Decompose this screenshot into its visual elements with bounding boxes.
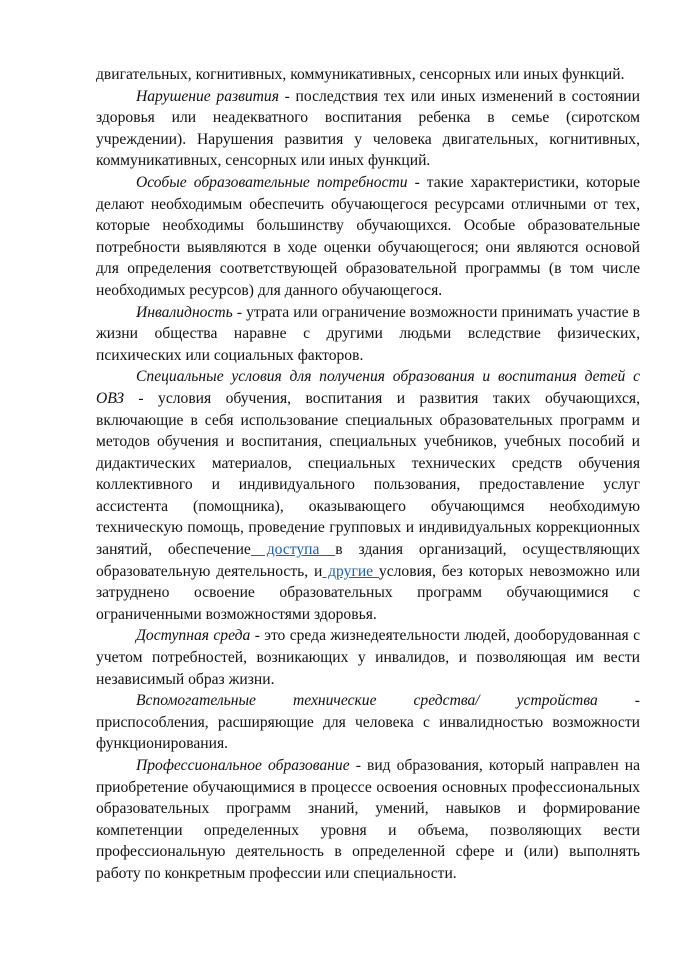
term-word: устройства — [516, 692, 598, 710]
definition-text-continued: в здания организаций, осуществляющих образовательную деятельность, и — [96, 541, 640, 580]
definition-text: - последствия тех или иных изменений в состоянии здоровья или неадекватного воспитания ребенка в семье (сиротском учреждении). Нарушения развития у человека двигательных, когнитивных, коммуникативных, сенсорных или иных функций. — [96, 87, 640, 170]
definition-text: - условия обучения, воспитания и развития таких обучающихся, включающие в себя использование специальных образовательных программ и методов обучения и воспитания, специальных учебников, учебных пособий и дидактических материалов, специальных технических средств обучения коллективного и индивидуального пользования, предоставление услуг ассистента (помощника), оказывающего обучающимся необходимую техническую помощь, проведение групповых и индивидуальных коррекционных занятий, обеспечение — [96, 389, 640, 559]
link-other[interactable]: другие — [322, 562, 379, 580]
term-word: средства/ — [413, 692, 480, 710]
definition-professional-education — [96, 755, 640, 885]
definition-term: Специальные условия для получения образования и воспитания детей с ОВЗ — [96, 368, 640, 407]
definition-text-end: условия, без которых невозможно или затруднено освоение образовательных программ обучающимися с ограниченными возможностями здоровья. — [96, 562, 640, 623]
definition-accessible-environment — [96, 625, 640, 690]
term-dash: - — [634, 692, 640, 710]
link-access[interactable]: доступа — [250, 541, 336, 559]
definition-term: Доступная среда — [136, 627, 251, 645]
definition-term: Профессиональное образование — [136, 757, 350, 774]
definition-text: - это среда жизнедеятельности людей, дооборудованная с учетом потребностей, возникающих у инвалидов, и позволяющая им вести независимый образ жизни. — [96, 627, 640, 688]
definition-disability — [96, 302, 640, 367]
definition-assistive-devices-heading — [96, 690, 640, 712]
term-word: Вспомогательные — [136, 692, 256, 710]
definition-assistive-devices — [96, 712, 640, 755]
definition-text: - такие характеристики, которые делают необходимым обеспечить обучающегося ресурсами отличными от тех, которые необходимы большинству обучающихся. Особые образовательные потребности выявляются в ходе оценки обучающегося; они являются основой для определения соответствующей образовательной программы (в том числе необходимых ресурсов) для данного обучающегося. — [96, 173, 640, 299]
definition-developmental-disorder — [96, 86, 640, 172]
definition-special-conditions — [96, 366, 640, 625]
definition-text: - утрата или ограничение возможности принимать участие в жизни общества наравне с другими людьми вследствие физических, психических или социальных факторов. — [96, 303, 640, 364]
paragraph-continuation — [96, 64, 640, 86]
document-page — [96, 64, 640, 885]
definition-special-educational-needs — [96, 172, 640, 302]
definition-text: - вид образования, который направлен на приобретение обучающимися в процессе освоения основных профессиональных образовательных программ знаний, умений, навыков и формирование компетенции определенных уровня и объема, позволяющих вести профессиональную деятельность в определенной сфере и (или) выполнять работу по конкретным профессии или специальности. — [96, 757, 640, 882]
paragraph-text: двигательных, когнитивных, коммуникативных, сенсорных или иных функций. — [96, 66, 625, 83]
definition-term: Особые образовательные потребности — [136, 173, 408, 191]
definition-text: приспособления, расширяющие для человека с инвалидностью возможности функционирования. — [96, 713, 640, 753]
definition-term: Инвалидность — [136, 303, 233, 321]
definition-term: Нарушение развития — [136, 87, 279, 105]
term-word: технические — [292, 692, 377, 710]
